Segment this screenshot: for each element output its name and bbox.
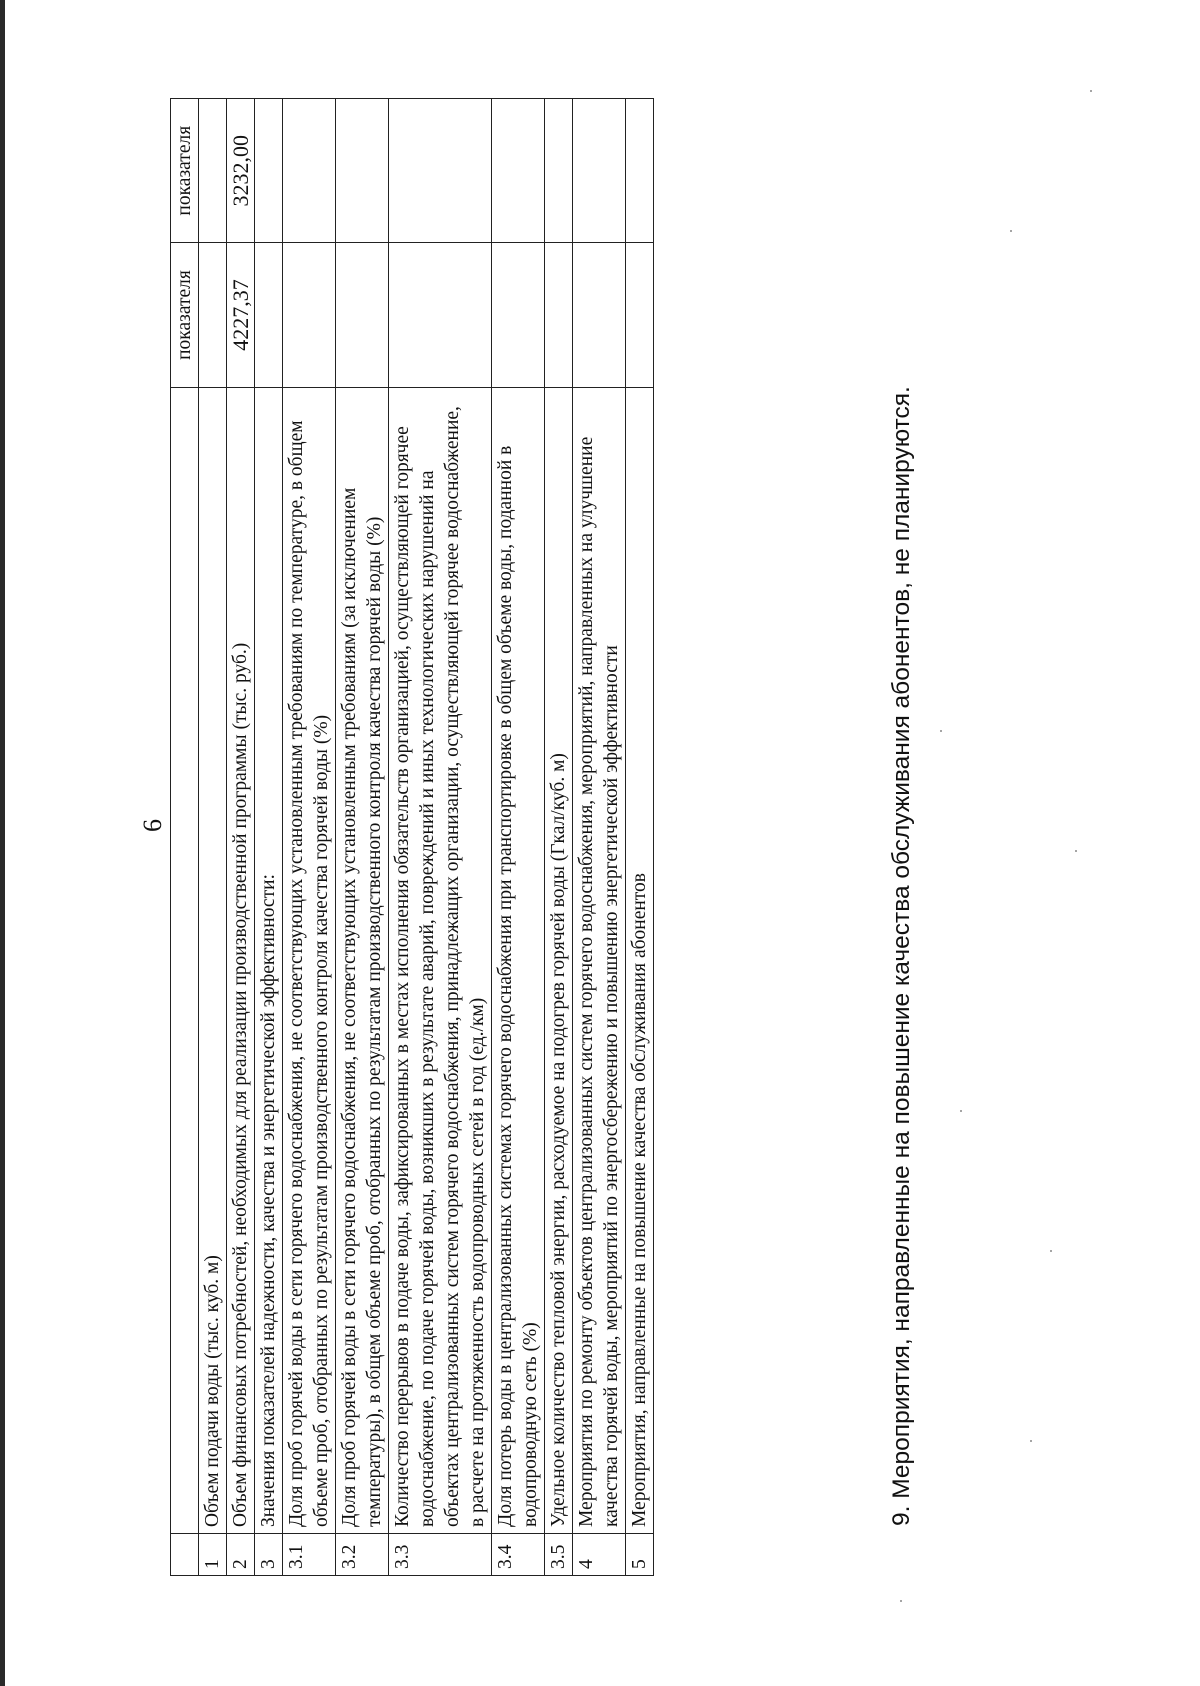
row-value-1 <box>199 243 227 387</box>
table-row <box>573 99 626 1576</box>
row-value-1: 4227,37 <box>227 243 255 387</box>
scan-speck <box>1030 1440 1032 1442</box>
row-value-1 <box>336 243 389 387</box>
row-value-2 <box>389 99 492 243</box>
table-row <box>255 99 283 1576</box>
table-row <box>199 99 227 1576</box>
row-value-2 <box>545 99 573 243</box>
row-name: Доля потерь воды в централизованных системах горячего водоснабжения при транспортировке в общем объеме воды, поданной в водопроводную сеть (%) <box>492 387 545 1533</box>
row-name: Доля проб горячей воды в сети горячего водоснабжения, не соответствующих установленным требованиям (за исключением температуры), в общем объеме проб, отобранных по результатам производственного контроля качества горячей воды (%) <box>336 387 389 1533</box>
program-table <box>170 98 654 1576</box>
row-value-1 <box>573 243 626 387</box>
table-row <box>545 99 573 1576</box>
row-name: Удельное количество тепловой энергии, расходуемое на подогрев горячей воды (Гкал/куб. м) <box>545 387 573 1533</box>
table-header-row <box>171 99 199 1576</box>
row-value-1 <box>255 243 283 387</box>
row-name: Значения показателей надежности, качества и энергетической эффективности: <box>255 387 283 1533</box>
page-number: 6 <box>138 819 167 832</box>
header-num-cell <box>171 1534 199 1576</box>
row-number: 3.2 <box>336 1534 389 1576</box>
row-number: 2 <box>227 1534 255 1576</box>
row-number: 5 <box>626 1534 654 1576</box>
scan-speck <box>1090 90 1092 92</box>
row-value-1 <box>545 243 573 387</box>
row-number: 3.3 <box>389 1534 492 1576</box>
table-row <box>336 99 389 1576</box>
table-row <box>283 99 336 1576</box>
row-value-1 <box>389 243 492 387</box>
scan-speck <box>1075 850 1077 852</box>
row-number: 3.4 <box>492 1534 545 1576</box>
row-name: Мероприятия, направленные на повышение качества обслуживания абонентов <box>626 387 654 1533</box>
scan-speck <box>900 1600 902 1602</box>
table-row <box>492 99 545 1576</box>
footer-paragraph: 9. Мероприятия, направленные на повышение качества обслуживания абонентов, не планируются. <box>888 386 915 1526</box>
row-value-2 <box>255 99 283 243</box>
row-number: 3 <box>255 1534 283 1576</box>
row-value-1 <box>283 243 336 387</box>
table-row <box>626 99 654 1576</box>
row-name: Доля проб горячей воды в сети горячего водоснабжения, не соответствующих установленным требованиям по температуре, в общем объеме проб, отобранных по результатам производственного контроля качества горячей воды (%) <box>283 387 336 1533</box>
table-row <box>389 99 492 1576</box>
row-value-2 <box>626 99 654 243</box>
scan-speck <box>1050 1250 1052 1252</box>
scan-speck <box>1010 230 1012 232</box>
row-number: 3.5 <box>545 1534 573 1576</box>
row-value-2: 3232,00 <box>227 99 255 243</box>
row-number: 4 <box>573 1534 626 1576</box>
row-number: 1 <box>199 1534 227 1576</box>
header-name-cell <box>171 387 199 1533</box>
row-value-2 <box>283 99 336 243</box>
header-value-1: показателя <box>171 243 199 387</box>
row-number: 3.1 <box>283 1534 336 1576</box>
table-row <box>227 99 255 1576</box>
row-name: Объем финансовых потребностей, необходимых для реализации производственной программы (тыс. руб.) <box>227 387 255 1533</box>
row-value-2 <box>336 99 389 243</box>
row-value-2 <box>573 99 626 243</box>
header-value-2: показателя <box>171 99 199 243</box>
row-value-2 <box>492 99 545 243</box>
row-value-1 <box>492 243 545 387</box>
row-value-2 <box>199 99 227 243</box>
scan-speck <box>940 730 942 732</box>
row-name: Количество перерывов в подаче воды, зафиксированных в местах исполнения обязательств организацией, осуществляющей горячее водоснабжение, по подаче горячей воды, возникших в результате аварий, повреждений и иных технологических нарушений на объектах централизованных систем горячего водоснабжения, принадлежащих организации, осуществляющей горячее водоснабжение, в расчете на протяженность водопроводных сетей в год (ед./км) <box>389 387 492 1533</box>
row-value-1 <box>626 243 654 387</box>
row-name: Объем подачи воды (тыс. куб. м) <box>199 387 227 1533</box>
row-name: Мероприятия по ремонту объектов централизованных систем горячего водоснабжения, мероприятий, направленных на улучшение качества горячей воды, мероприятий по энергосбережению и повышению энергетической эффективности <box>573 387 626 1533</box>
scan-speck <box>960 1110 962 1112</box>
